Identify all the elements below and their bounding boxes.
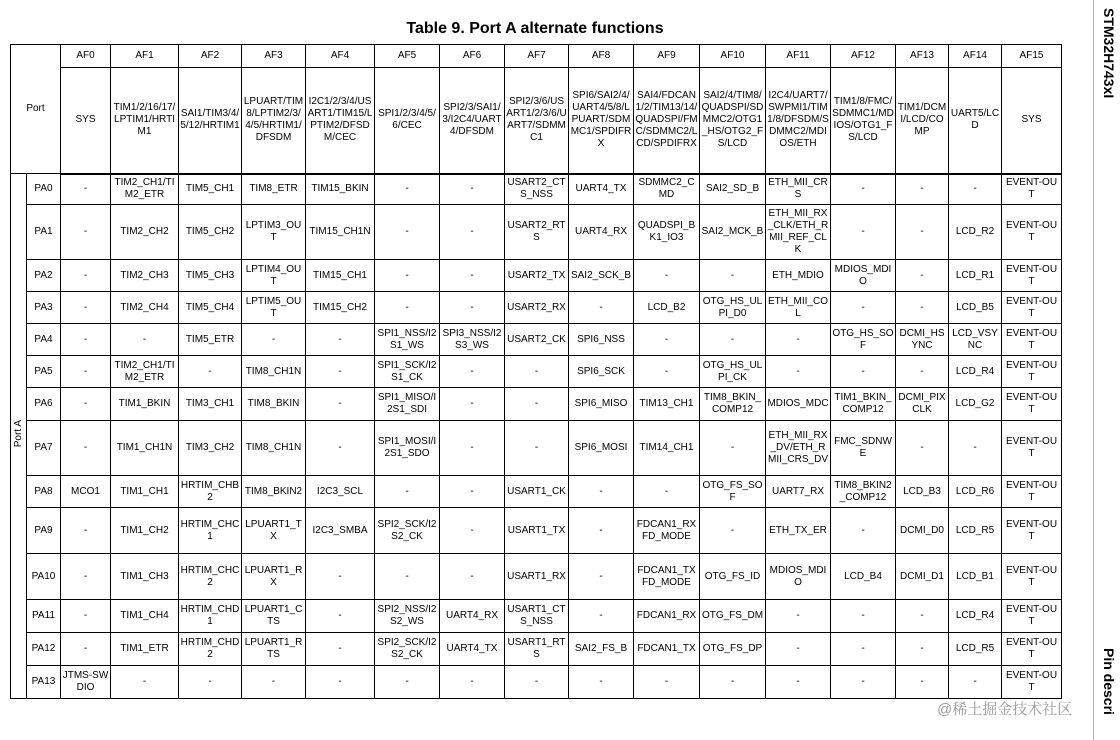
table-cell: TIM1_CH3 bbox=[111, 554, 179, 600]
pin-name-cell: PA4 bbox=[27, 324, 61, 356]
af-header-af6: AF6 bbox=[440, 45, 505, 68]
table-cell: - bbox=[831, 508, 896, 554]
table-cell: - bbox=[569, 476, 634, 508]
table-cell: LCD_B4 bbox=[831, 554, 896, 600]
table-cell: - bbox=[569, 666, 634, 699]
table-cell: JTMS-SWDIO bbox=[61, 666, 111, 699]
af-description-af2: SAI1/TIM3/4/5/12/HRTIM1 bbox=[179, 68, 242, 174]
af-description-header-row bbox=[11, 68, 1062, 174]
table-cell: HRTIM_CHD2 bbox=[179, 633, 242, 666]
table-cell: LPTIM3_OUT bbox=[242, 205, 306, 260]
table-cell: - bbox=[61, 600, 111, 633]
table-cell: SAI2_MCK_B bbox=[700, 205, 766, 260]
table-cell: LPUART1_TX bbox=[242, 508, 306, 554]
table-cell: TIM8_CH1N bbox=[242, 421, 306, 476]
table-cell: - bbox=[61, 554, 111, 600]
table-row bbox=[11, 554, 1062, 600]
table-cell: - bbox=[831, 174, 896, 205]
table-cell: TIM1_BKIN_COMP12 bbox=[831, 388, 896, 421]
table-cell: - bbox=[896, 174, 949, 205]
table-cell: LPUART1_RX bbox=[242, 554, 306, 600]
table-cell: - bbox=[440, 356, 505, 388]
table-cell: - bbox=[111, 324, 179, 356]
af-description-af11: I2C4/UART7/SWPMI1/TIM1/8/DFSDM/SDMMC2/MDIOS/ETH bbox=[766, 68, 831, 174]
table-cell: - bbox=[306, 554, 375, 600]
table-cell: FDCAN1_TX bbox=[634, 633, 700, 666]
table-cell: - bbox=[831, 666, 896, 699]
table-cell: - bbox=[61, 388, 111, 421]
table-cell: LCD_R6 bbox=[949, 476, 1002, 508]
table-row bbox=[11, 600, 1062, 633]
table-cell: - bbox=[569, 292, 634, 324]
af-description-af0: SYS bbox=[61, 68, 111, 174]
table-cell: - bbox=[896, 421, 949, 476]
table-cell: EVENT-OUT bbox=[1002, 600, 1062, 633]
af-header-af12: AF12 bbox=[831, 45, 896, 68]
table-cell: LCD_R5 bbox=[949, 508, 1002, 554]
table-cell: - bbox=[700, 508, 766, 554]
pin-rows bbox=[11, 174, 1062, 699]
table-row bbox=[11, 324, 1062, 356]
table-cell: FDCAN1_TXFD_MODE bbox=[634, 554, 700, 600]
table-cell: - bbox=[375, 554, 440, 600]
table-cell: USART1_RX bbox=[505, 554, 569, 600]
document-section-footer: Pin descri bbox=[1101, 648, 1117, 715]
table-cell: - bbox=[831, 633, 896, 666]
table-cell: USART2_CTS_NSS bbox=[505, 174, 569, 205]
table-cell: I2C3_SMBA bbox=[306, 508, 375, 554]
table-cell: EVENT-OUT bbox=[1002, 324, 1062, 356]
af-header-af3: AF3 bbox=[242, 45, 306, 68]
table-cell: FDCAN1_RX bbox=[634, 600, 700, 633]
table-cell: - bbox=[634, 356, 700, 388]
table-row bbox=[11, 260, 1062, 292]
table-cell: LCD_VSYNC bbox=[949, 324, 1002, 356]
table-cell: - bbox=[440, 260, 505, 292]
table-cell: - bbox=[505, 388, 569, 421]
table-row bbox=[11, 508, 1062, 554]
table-row bbox=[11, 476, 1062, 508]
table-cell: - bbox=[440, 476, 505, 508]
table-cell: EVENT-OUT bbox=[1002, 476, 1062, 508]
table-cell: TIM2_CH1/TIM2_ETR bbox=[111, 174, 179, 205]
table-cell: UART7_RX bbox=[766, 476, 831, 508]
table-cell: - bbox=[61, 292, 111, 324]
table-cell: - bbox=[242, 666, 306, 699]
af-header-af15: AF15 bbox=[1002, 45, 1062, 68]
table-cell: - bbox=[700, 666, 766, 699]
table-cell: - bbox=[949, 421, 1002, 476]
table-cell: OTG_FS_DP bbox=[700, 633, 766, 666]
table-cell: UART4_TX bbox=[440, 633, 505, 666]
table-cell: FDCAN1_RXFD_MODE bbox=[634, 508, 700, 554]
af-header-af5: AF5 bbox=[375, 45, 440, 68]
table-cell: SDMMC2_CMD bbox=[634, 174, 700, 205]
table-cell: EVENT-OUT bbox=[1002, 421, 1062, 476]
table-cell: QUADSPI_BK1_IO3 bbox=[634, 205, 700, 260]
table-cell: - bbox=[375, 260, 440, 292]
table-cell: LCD_G2 bbox=[949, 388, 1002, 421]
table-cell: - bbox=[700, 421, 766, 476]
af-header-af11: AF11 bbox=[766, 45, 831, 68]
pin-name-cell: PA6 bbox=[27, 388, 61, 421]
pin-name-cell: PA2 bbox=[27, 260, 61, 292]
table-cell: DCMI_D1 bbox=[896, 554, 949, 600]
af-number-header-row bbox=[11, 45, 1062, 68]
table-cell: SPI2_NSS/I2S2_WS bbox=[375, 600, 440, 633]
table-cell: - bbox=[306, 633, 375, 666]
table-cell: LCD_R4 bbox=[949, 356, 1002, 388]
table-cell: MCO1 bbox=[61, 476, 111, 508]
table-cell: SAI2_FS_B bbox=[569, 633, 634, 666]
table-cell: - bbox=[179, 356, 242, 388]
table-cell: - bbox=[569, 600, 634, 633]
table-cell: TIM2_CH4 bbox=[111, 292, 179, 324]
table-cell: - bbox=[505, 356, 569, 388]
table-cell: SAI2_SD_B bbox=[700, 174, 766, 205]
table-cell: TIM5_CH3 bbox=[179, 260, 242, 292]
table-cell: TIM1_ETR bbox=[111, 633, 179, 666]
table-cell: UART4_RX bbox=[569, 205, 634, 260]
margin-divider bbox=[1093, 0, 1094, 740]
af-header-af0: AF0 bbox=[61, 45, 111, 68]
table-cell: SAI2_SCK_B bbox=[569, 260, 634, 292]
af-header-af2: AF2 bbox=[179, 45, 242, 68]
table-cell: - bbox=[61, 508, 111, 554]
table-cell: TIM1_CH1N bbox=[111, 421, 179, 476]
table-cell: - bbox=[831, 356, 896, 388]
table-cell: - bbox=[306, 356, 375, 388]
table-cell: OTG_HS_SOF bbox=[831, 324, 896, 356]
af-description-af14: UART5/LCD bbox=[949, 68, 1002, 174]
table-row bbox=[11, 205, 1062, 260]
table-cell: - bbox=[61, 205, 111, 260]
table-cell: - bbox=[505, 666, 569, 699]
table-row bbox=[11, 388, 1062, 421]
af-description-af12: TIM1/8/FMC/SDMMC1/MDIOS/OTG1_FS/LCD bbox=[831, 68, 896, 174]
af-description-af1: TIM1/2/16/17/LPTIM1/HRTIM1 bbox=[111, 68, 179, 174]
table-cell: EVENT-OUT bbox=[1002, 633, 1062, 666]
table-cell: SPI2_SCK/I2S2_CK bbox=[375, 508, 440, 554]
table-cell: LCD_R4 bbox=[949, 600, 1002, 633]
table-cell: LCD_B5 bbox=[949, 292, 1002, 324]
table-cell: HRTIM_CHC1 bbox=[179, 508, 242, 554]
table-cell: - bbox=[505, 421, 569, 476]
table-cell: OTG_HS_ULPI_D0 bbox=[700, 292, 766, 324]
table-cell: TIM3_CH2 bbox=[179, 421, 242, 476]
table-title: Table 9. Port A alternate functions bbox=[406, 20, 664, 37]
table-cell: - bbox=[306, 388, 375, 421]
table-cell: USART2_CK bbox=[505, 324, 569, 356]
table-cell: EVENT-OUT bbox=[1002, 388, 1062, 421]
table-cell: - bbox=[766, 600, 831, 633]
table-cell: LPUART1_RTS bbox=[242, 633, 306, 666]
port-a-alternate-functions-table bbox=[10, 44, 1062, 699]
table-cell: - bbox=[896, 356, 949, 388]
table-cell: SPI1_NSS/I2S1_WS bbox=[375, 324, 440, 356]
table-cell: MDIOS_MDIO bbox=[766, 554, 831, 600]
af-header-af7: AF7 bbox=[505, 45, 569, 68]
port-column-header: Port bbox=[11, 45, 61, 174]
table-cell: SPI6_NSS bbox=[569, 324, 634, 356]
table-cell: - bbox=[440, 554, 505, 600]
table-cell: SPI1_MISO/I2S1_SDI bbox=[375, 388, 440, 421]
table-cell: TIM5_CH4 bbox=[179, 292, 242, 324]
table-cell: - bbox=[242, 324, 306, 356]
table-cell: TIM3_CH1 bbox=[179, 388, 242, 421]
table-cell: TIM2_CH1/TIM2_ETR bbox=[111, 356, 179, 388]
table-cell: TIM8_ETR bbox=[242, 174, 306, 205]
port-group-label-cell bbox=[11, 174, 27, 699]
table-cell: TIM1_CH1 bbox=[111, 476, 179, 508]
document-header-part-number: STM32H743xI bbox=[1101, 8, 1117, 99]
af-header-af13: AF13 bbox=[896, 45, 949, 68]
table-cell: - bbox=[634, 666, 700, 699]
table-cell: DCMI_PIXCLK bbox=[896, 388, 949, 421]
table-cell: LCD_R2 bbox=[949, 205, 1002, 260]
table-cell: - bbox=[569, 554, 634, 600]
table-cell: - bbox=[569, 508, 634, 554]
table-cell: TIM2_CH3 bbox=[111, 260, 179, 292]
table-cell: TIM8_CH1N bbox=[242, 356, 306, 388]
table-row bbox=[11, 292, 1062, 324]
table-cell: EVENT-OUT bbox=[1002, 292, 1062, 324]
table-cell: - bbox=[896, 600, 949, 633]
table-cell: - bbox=[61, 324, 111, 356]
table-cell: OTG_FS_SOF bbox=[700, 476, 766, 508]
table-cell: SPI1_MOSI/I2S1_SDO bbox=[375, 421, 440, 476]
table-cell: - bbox=[61, 633, 111, 666]
table-cell: - bbox=[700, 260, 766, 292]
table-cell: LCD_B1 bbox=[949, 554, 1002, 600]
table-cell: EVENT-OUT bbox=[1002, 260, 1062, 292]
table-cell: ETH_MII_RX_CLK/ETH_RMII_REF_CLK bbox=[766, 205, 831, 260]
table-cell: TIM5_CH2 bbox=[179, 205, 242, 260]
table-row bbox=[11, 633, 1062, 666]
table-cell: - bbox=[306, 324, 375, 356]
table-cell: UART4_TX bbox=[569, 174, 634, 205]
af-header-af9: AF9 bbox=[634, 45, 700, 68]
table-cell: ETH_TX_ER bbox=[766, 508, 831, 554]
af-header-af1: AF1 bbox=[111, 45, 179, 68]
pin-name-cell: PA12 bbox=[27, 633, 61, 666]
table-cell: TIM5_ETR bbox=[179, 324, 242, 356]
table-cell: TIM1_CH4 bbox=[111, 600, 179, 633]
table-cell: ETH_MII_CRS bbox=[766, 174, 831, 205]
table-cell: SPI1_SCK/I2S1_CK bbox=[375, 356, 440, 388]
table-cell: USART2_RX bbox=[505, 292, 569, 324]
pin-name-cell: PA10 bbox=[27, 554, 61, 600]
table-cell: USART2_TX bbox=[505, 260, 569, 292]
af-header-af14: AF14 bbox=[949, 45, 1002, 68]
table-cell: TIM15_CH1 bbox=[306, 260, 375, 292]
watermark: @稀土掘金技术社区 bbox=[937, 701, 1073, 718]
table-cell: - bbox=[896, 666, 949, 699]
table-cell: - bbox=[634, 324, 700, 356]
table-cell: USART2_RTS bbox=[505, 205, 569, 260]
af-description-af9: SAI4/FDCAN1/2/TIM13/14/QUADSPI/FMC/SDMMC2/LCD/SPDIFRX bbox=[634, 68, 700, 174]
table-cell: - bbox=[306, 666, 375, 699]
table-cell: - bbox=[440, 421, 505, 476]
table-cell: - bbox=[634, 260, 700, 292]
table-cell: EVENT-OUT bbox=[1002, 205, 1062, 260]
table-cell: - bbox=[306, 421, 375, 476]
port-group-label: Port A bbox=[12, 420, 24, 448]
pin-name-cell: PA1 bbox=[27, 205, 61, 260]
af-description-af15: SYS bbox=[1002, 68, 1062, 174]
af-description-af4: I2C1/2/3/4/USART1/TIM15/LPTIM2/DFSDM/CEC bbox=[306, 68, 375, 174]
table-cell: EVENT-OUT bbox=[1002, 356, 1062, 388]
table-cell: DCMI_HSYNC bbox=[896, 324, 949, 356]
table-row bbox=[11, 356, 1062, 388]
table-cell: - bbox=[896, 205, 949, 260]
table-cell: TIM2_CH2 bbox=[111, 205, 179, 260]
table-cell: TIM8_BKIN bbox=[242, 388, 306, 421]
pin-name-cell: PA13 bbox=[27, 666, 61, 699]
table-cell: ETH_MDIO bbox=[766, 260, 831, 292]
table-cell: LCD_B3 bbox=[896, 476, 949, 508]
table-cell: - bbox=[766, 666, 831, 699]
table-cell: - bbox=[949, 174, 1002, 205]
table-cell: TIM13_CH1 bbox=[634, 388, 700, 421]
table-cell: LPTIM5_OUT bbox=[242, 292, 306, 324]
table-cell: - bbox=[440, 666, 505, 699]
table-cell: - bbox=[766, 324, 831, 356]
table-cell: TIM15_CH2 bbox=[306, 292, 375, 324]
table-cell: - bbox=[831, 292, 896, 324]
table-cell: - bbox=[375, 476, 440, 508]
table-cell: TIM14_CH1 bbox=[634, 421, 700, 476]
pin-name-cell: PA9 bbox=[27, 508, 61, 554]
table-cell: - bbox=[375, 205, 440, 260]
table-cell: - bbox=[179, 666, 242, 699]
table-cell: - bbox=[375, 292, 440, 324]
table-cell: SPI6_SCK bbox=[569, 356, 634, 388]
table-cell: - bbox=[896, 260, 949, 292]
table-cell: EVENT-OUT bbox=[1002, 554, 1062, 600]
table-cell: HRTIM_CHC2 bbox=[179, 554, 242, 600]
table-cell: - bbox=[306, 600, 375, 633]
af-description-af3: LPUART/TIM8/LPTIM2/3/4/5/HRTIM1/DFSDM bbox=[242, 68, 306, 174]
table-cell: EVENT-OUT bbox=[1002, 666, 1062, 699]
table-cell: EVENT-OUT bbox=[1002, 174, 1062, 205]
table-cell: USART1_TX bbox=[505, 508, 569, 554]
table-cell: - bbox=[700, 324, 766, 356]
table-cell: I2C3_SCL bbox=[306, 476, 375, 508]
table-cell: LCD_R1 bbox=[949, 260, 1002, 292]
af-header-af4: AF4 bbox=[306, 45, 375, 68]
table-cell: EVENT-OUT bbox=[1002, 508, 1062, 554]
table-cell: USART1_CK bbox=[505, 476, 569, 508]
table-cell: OTG_FS_DM bbox=[700, 600, 766, 633]
table-cell: - bbox=[61, 260, 111, 292]
table-cell: - bbox=[375, 666, 440, 699]
table-cell: UART4_RX bbox=[440, 600, 505, 633]
table-cell: HRTIM_CHB2 bbox=[179, 476, 242, 508]
table-cell: - bbox=[766, 356, 831, 388]
table-cell: - bbox=[61, 174, 111, 205]
table-cell: TIM8_BKIN_COMP12 bbox=[700, 388, 766, 421]
af-description-af7: SPI2/3/6/USART1/2/3/6/UART7/SDMMC1 bbox=[505, 68, 569, 174]
table-cell: MDIOS_MDC bbox=[766, 388, 831, 421]
table-cell: SPI6_MISO bbox=[569, 388, 634, 421]
table-cell: LPUART1_CTS bbox=[242, 600, 306, 633]
table-cell: - bbox=[440, 174, 505, 205]
pin-name-cell: PA5 bbox=[27, 356, 61, 388]
table-cell: OTG_FS_ID bbox=[700, 554, 766, 600]
table-cell: LCD_R5 bbox=[949, 633, 1002, 666]
table-cell: SPI6_MOSI bbox=[569, 421, 634, 476]
table-cell: - bbox=[949, 666, 1002, 699]
table-cell: - bbox=[831, 600, 896, 633]
table-cell: - bbox=[440, 508, 505, 554]
af-header-af10: AF10 bbox=[700, 45, 766, 68]
table-cell: SPI2_SCK/I2S2_CK bbox=[375, 633, 440, 666]
table-cell: - bbox=[440, 205, 505, 260]
table-cell: TIM1_BKIN bbox=[111, 388, 179, 421]
table-cell: - bbox=[440, 388, 505, 421]
table-cell: - bbox=[634, 476, 700, 508]
table-cell: - bbox=[375, 174, 440, 205]
table-cell: USART1_CTS_NSS bbox=[505, 600, 569, 633]
table-cell: ETH_MII_COL bbox=[766, 292, 831, 324]
table-cell: LPTIM4_OUT bbox=[242, 260, 306, 292]
table-cell: TIM8_BKIN2 bbox=[242, 476, 306, 508]
table-cell: HRTIM_CHD1 bbox=[179, 600, 242, 633]
table-cell: - bbox=[111, 666, 179, 699]
pin-name-cell: PA0 bbox=[27, 174, 61, 205]
table-cell: TIM8_BKIN2_COMP12 bbox=[831, 476, 896, 508]
table-cell: TIM15_CH1N bbox=[306, 205, 375, 260]
af-header-af8: AF8 bbox=[569, 45, 634, 68]
table-cell: - bbox=[896, 633, 949, 666]
af-description-af10: SAI2/4/TIM8/QUADSPI/SDMMC2/OTG1_HS/OTG2_FS/LCD bbox=[700, 68, 766, 174]
af-description-af8: SPI6/SAI2/4/UART4/5/8/LPUART/SDMMC1/SPDIFRX bbox=[569, 68, 634, 174]
table-cell: - bbox=[896, 292, 949, 324]
table-cell: TIM5_CH1 bbox=[179, 174, 242, 205]
table-cell: OTG_HS_ULPI_CK bbox=[700, 356, 766, 388]
table-cell: ETH_MII_RX_DV/ETH_RMII_CRS_DV bbox=[766, 421, 831, 476]
table-cell: USART1_RTS bbox=[505, 633, 569, 666]
af-description-af13: TIM1/DCMI/LCD/COMP bbox=[896, 68, 949, 174]
table-cell: MDIOS_MDIO bbox=[831, 260, 896, 292]
af-description-af6: SPI2/3/SAI1/3/I2C4/UART4/DFSDM bbox=[440, 68, 505, 174]
table-cell: TIM15_BKIN bbox=[306, 174, 375, 205]
table-row bbox=[11, 666, 1062, 699]
table-cell: SPI3_NSS/I2S3_WS bbox=[440, 324, 505, 356]
pin-name-cell: PA7 bbox=[27, 421, 61, 476]
table-cell: DCMI_D0 bbox=[896, 508, 949, 554]
table-cell: - bbox=[61, 356, 111, 388]
table-cell: - bbox=[440, 292, 505, 324]
pin-name-cell: PA3 bbox=[27, 292, 61, 324]
pin-name-cell: PA11 bbox=[27, 600, 61, 633]
table-row bbox=[11, 421, 1062, 476]
table-cell: - bbox=[61, 421, 111, 476]
table-cell: - bbox=[766, 633, 831, 666]
table-row bbox=[11, 174, 1062, 205]
pin-name-cell: PA8 bbox=[27, 476, 61, 508]
table-cell: - bbox=[831, 205, 896, 260]
af-description-af5: SPI1/2/3/4/5/6/CEC bbox=[375, 68, 440, 174]
table-cell: TIM1_CH2 bbox=[111, 508, 179, 554]
table-cell: FMC_SDNWE bbox=[831, 421, 896, 476]
table-cell: LCD_B2 bbox=[634, 292, 700, 324]
